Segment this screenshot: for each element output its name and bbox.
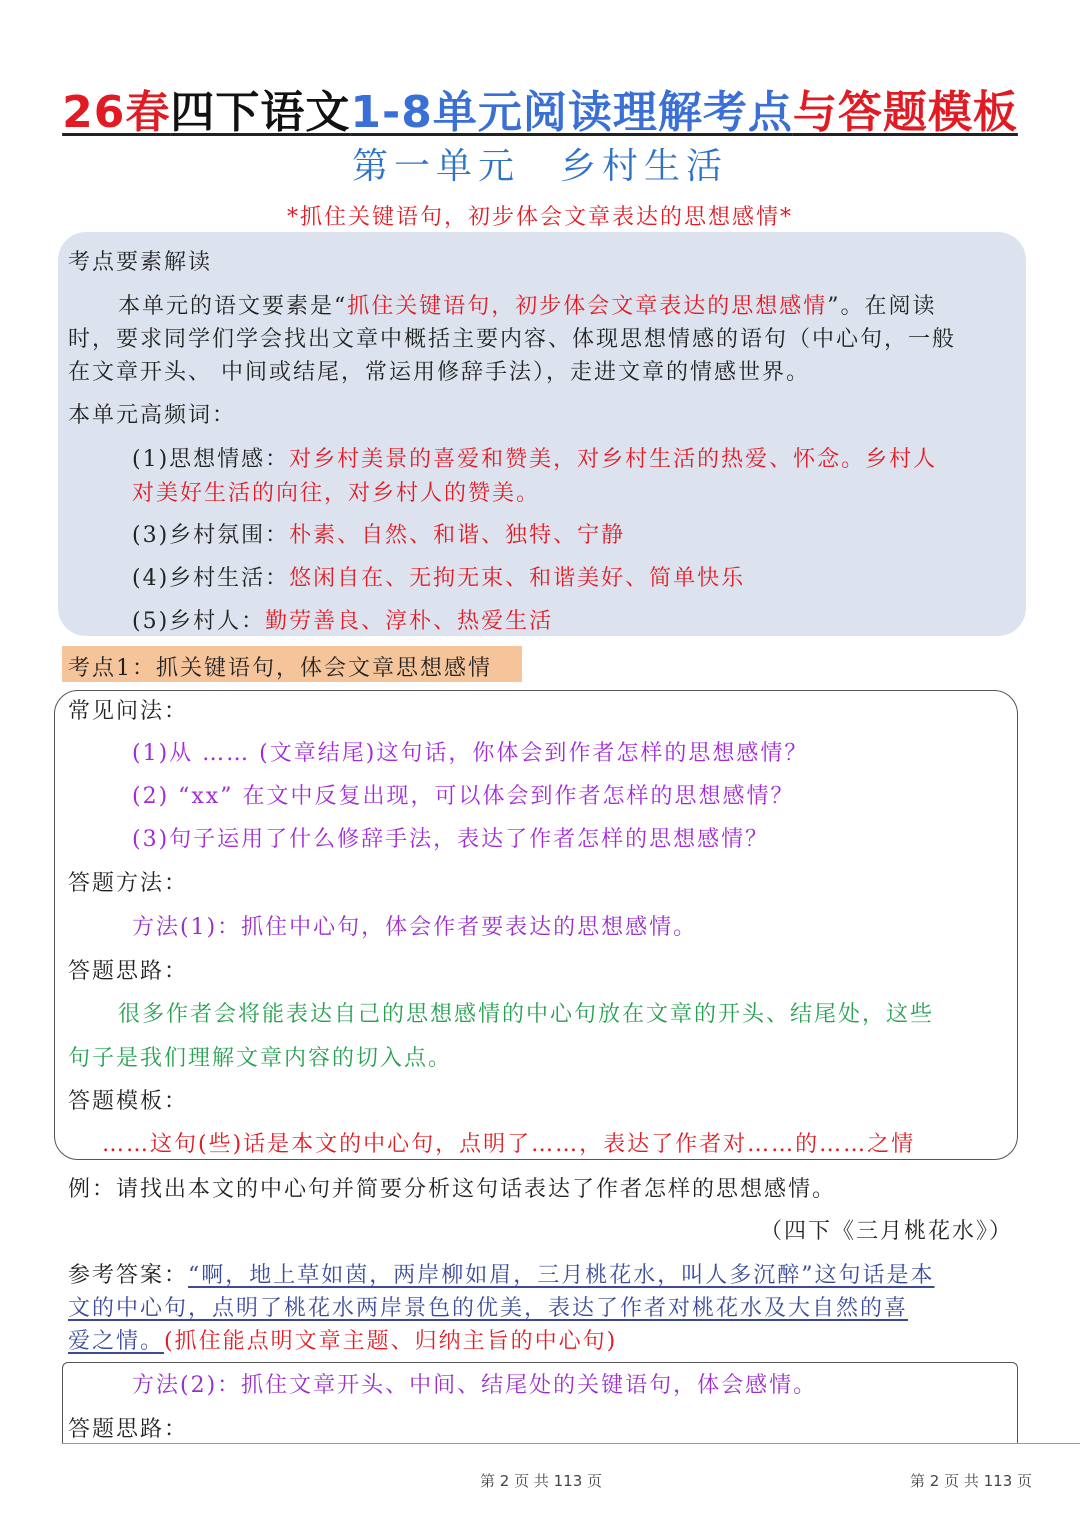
template-heading: 答题模板：: [68, 1089, 189, 1114]
answer-line-1: 参考答案：“啊，地上草如茵，两岸柳如眉，三月桃花水，叫人多沉醉”这句话是本: [68, 1263, 935, 1288]
high-frequency-item-4: (4)乡村生活：悠闲自在、无拘无束、和谐美好、简单快乐: [132, 566, 746, 591]
page-title: [0, 76, 1080, 140]
divider: [62, 1443, 1080, 1444]
thinking-heading-2: 答题思路：: [68, 1417, 189, 1442]
kaodian-1-heading: 考点1：抓关键语句，体会文章思想感情: [62, 646, 522, 682]
interpretation-para-line-1: 本单元的语文要素是“抓住关键语句，初步体会文章表达的思想感情”。在阅读: [118, 294, 937, 319]
interpretation-para-line-3: 在文章开头、 中间或结尾，常运用修辞手法），走进文章的情感世界。: [68, 360, 810, 385]
method-heading: 答题方法：: [68, 871, 189, 896]
example-source: （四下《三月桃花水》）: [760, 1219, 1014, 1244]
example-question: 例：请找出本文的中心句并简要分析这句话表达了作者怎样的思想感情。: [68, 1177, 837, 1202]
title-part-3: 1-8单元阅读理解考点: [350, 87, 793, 138]
unit-focus-line: *抓住关键语句，初步体会文章表达的思想感情*: [286, 205, 793, 230]
high-frequency-item-1: (1)思想情感：对乡村美景的喜爱和赞美，对乡村生活的热爱、怀念。乡村人: [132, 447, 938, 472]
high-frequency-item-1-cont: 对美好生活的向往，对乡村人的赞美。: [132, 481, 541, 506]
question-1: (1)从 …… (文章结尾)这句话，你体会到作者怎样的思想感情？: [132, 741, 809, 766]
title-part-4: 与答题模板: [792, 87, 1018, 138]
unit-title: [0, 138, 1080, 189]
question-2: (2) “xx” 在文中反复出现，可以体会到作者怎样的思想感情？: [132, 784, 795, 809]
unit-number: 第一单元: [351, 146, 520, 187]
page-number-right: 第 2 页 共 113 页: [910, 1472, 1033, 1490]
answer-template: ……这句(些)话是本文的中心句，点明了……，表达了作者对……的……之情: [102, 1132, 916, 1157]
method-1: 方法(1)：抓住中心句，体会作者要表达的思想感情。: [132, 915, 698, 940]
thinking-line-2: 句子是我们理解文章内容的切入点。: [68, 1046, 453, 1071]
question-3: (3)句子运用了什么修辞手法，表达了作者怎样的思想感情？: [132, 827, 770, 852]
thinking-line-1: 很多作者会将能表达自己的思想感情的中心句放在文章的开头、结尾处，这些: [118, 1002, 935, 1027]
thinking-heading: 答题思路：: [68, 959, 189, 984]
page-number-left: 第 2 页 共 113 页: [480, 1472, 603, 1490]
answer-line-2: 文的中心句，点明了桃花水两岸景色的优美，表达了作者对桃花水及大自然的喜: [68, 1296, 909, 1321]
title-part-2: 四下语文: [170, 87, 351, 138]
method-2: 方法(2)：抓住文章开头、中间、结尾处的关键语句，体会感情。: [132, 1373, 818, 1398]
high-frequency-heading: 本单元高频词：: [68, 403, 237, 428]
high-frequency-item-3: (3)乡村氛围：朴素、自然、和谐、独特、宁静: [132, 523, 626, 548]
unit-theme: 乡村生活: [560, 146, 729, 187]
common-questions-heading: 常见问法：: [68, 699, 189, 724]
interpretation-heading: 考点要素解读: [68, 250, 213, 275]
answer-label: 参考答案：: [68, 1263, 189, 1288]
answer-line-3: 爱之情。(抓住能点明文章主题、归纳主旨的中心句): [68, 1329, 618, 1354]
answer-note: (抓住能点明文章主题、归纳主旨的中心句): [164, 1329, 618, 1354]
title-part-1: 26春: [62, 87, 171, 138]
high-frequency-item-5: (5)乡村人：勤劳善良、淳朴、热爱生活: [132, 609, 554, 634]
interpretation-para-line-2: 时，要求同学们学会找出文章中概括主要内容、体现思想情感的语句（中心句，一般: [68, 327, 957, 352]
